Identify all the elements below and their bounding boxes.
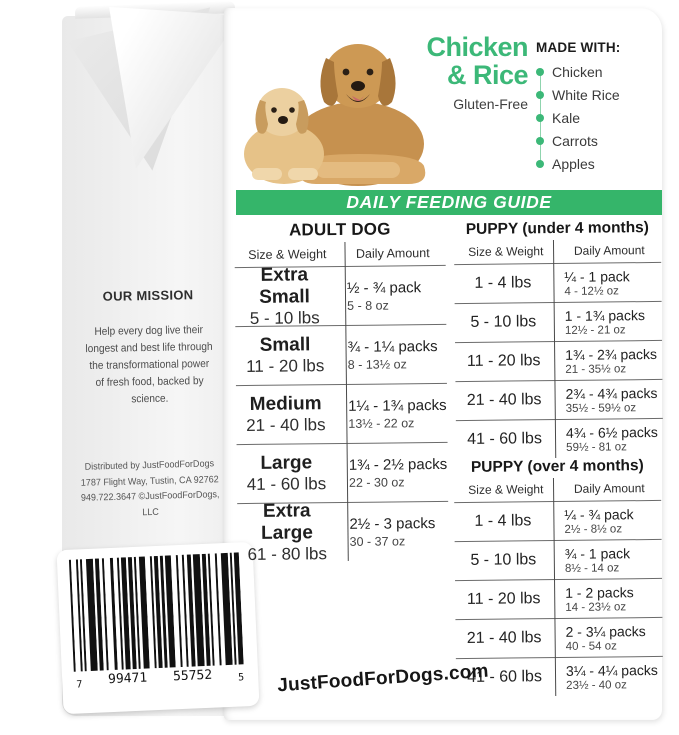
oz-amount: 2½ - 8½ oz [564,522,623,536]
packs-amount: ¾ - 1¼ packs [347,337,438,356]
banner-title: DAILY FEEDING GUIDE [346,192,552,212]
column-header-amount: Daily Amount [573,481,645,496]
weight-range: 11 - 20 lbs [466,590,541,608]
size-label: Medium [249,393,322,415]
bullet-dot-icon [536,91,544,99]
packs-amount: ¼ - ¾ pack [564,505,634,523]
ingredient-label: White Rice [552,87,620,103]
packs-amount: 1¾ - 2¾ packs [565,345,658,363]
list-item [552,133,664,149]
weight-range: 11 - 20 lbs [246,355,325,376]
barcode-group1: 99471 [107,670,148,688]
list-item [552,64,664,80]
weight-range: 61 - 80 lbs [247,543,327,564]
ingredient-label: Carrots [552,133,598,149]
table-header-row [454,239,661,264]
table-row [454,262,661,303]
barcode-group2: 55752 [172,667,213,685]
oz-amount: 5 - 8 oz [347,298,389,313]
weight-range: 1 - 4 lbs [474,512,532,530]
upc-barcode [57,542,260,714]
made-with-heading: MADE WITH: [536,40,621,55]
mission-heading: OUR MISSION [102,287,194,304]
table-row [455,539,662,580]
barcode-digit-first: 7 [76,679,83,691]
packs-amount: ½ - ¾ pack [346,278,422,297]
table-row [455,617,662,658]
table-row [237,501,449,562]
table-row [235,324,447,385]
distributor-line2: 1787 Flight Way, Tustin, CA 92762 [80,473,219,489]
list-item [552,87,664,103]
oz-amount: 8 - 13½ oz [347,356,407,372]
mission-body: Help every dog live their longest and best life through the transformational power of fresh food, backed by science. [85,324,213,406]
barcode-bars [69,552,246,671]
weight-range: 1 - 4 lbs [474,274,532,292]
made-with-list [536,64,664,172]
weight-range: 21 - 40 lbs [466,629,542,647]
puppy-illustration [244,88,324,184]
size-label: Extra Small [259,264,310,308]
mission-block [77,287,221,410]
oz-amount: 30 - 37 oz [349,533,406,549]
packs-amount: ¾ - 1 pack [564,544,631,562]
table-row [236,383,448,444]
oz-amount: 40 - 54 oz [565,639,617,653]
packs-amount: 2 - 3¼ packs [565,622,646,640]
table-header-row [454,477,661,502]
table-title: PUPPY (over 4 months) [470,457,644,476]
bullet-dot-icon [536,137,544,145]
packs-amount: 1 - 2 packs [565,583,634,601]
flavor-name-line2: & Rice [446,59,528,90]
weight-range: 21 - 40 lbs [466,391,542,409]
table-row [455,578,662,619]
packs-amount: 2½ - 3 packs [349,514,436,533]
table-row [456,418,663,459]
table-row [237,442,449,503]
packs-amount: 1¾ - 2½ packs [348,455,448,474]
packs-amount: 1 - 1¾ packs [564,306,645,324]
weight-range: 41 - 60 lbs [246,473,327,494]
weight-range: 5 - 10 lbs [470,313,537,331]
table-row [235,265,447,326]
weight-range: 11 - 20 lbs [466,352,541,370]
barcode-digit-last: 5 [237,672,245,684]
oz-amount: 13½ - 22 oz [348,415,415,431]
packs-amount: 1¼ - 1¾ packs [348,396,447,415]
column-header-size: Size & Weight [468,244,544,259]
bullet-dot-icon [536,160,544,168]
flavor-name-line1: Chicken [426,32,528,62]
table-title: ADULT DOG [288,219,391,240]
size-label: Small [259,334,311,356]
list-item [552,110,664,126]
oz-amount: 8½ - 14 oz [564,561,620,575]
gluten-free-label: Gluten-Free [453,96,528,113]
packs-amount: 3¼ - 4¼ packs [565,661,658,679]
table-title: PUPPY (under 4 months) [465,219,650,238]
distributor-block [73,456,227,523]
oz-amount: 14 - 23½ oz [565,600,627,614]
bullet-dot-icon [536,68,544,76]
distributor-line3: 949.722.3647 ©JustFoodForDogs, LLC [80,489,220,519]
column-header-size: Size & Weight [248,247,327,262]
size-label: Large [260,452,313,474]
weight-range: 5 - 10 lbs [249,307,320,328]
golden-retrievers-photo [238,16,442,192]
brand-website: JustFoodForDogs.com [276,660,490,697]
distributor-line1: Distributed by JustFoodForDogs [84,458,215,473]
oz-amount: 22 - 30 oz [348,474,405,490]
made-with-block [536,40,664,179]
table-row [455,340,662,381]
oz-amount: 4 - 12½ oz [564,284,619,298]
table-row [455,379,662,420]
packs-amount: 2¾ - 4¾ packs [565,384,658,402]
ingredient-label: Apples [552,156,595,172]
column-header-size: Size & Weight [468,482,544,497]
bullet-dot-icon [536,114,544,122]
ingredient-label: Kale [552,110,581,126]
list-item [552,156,664,172]
oz-amount: 59½ - 81 oz [566,440,627,454]
size-label: Extra Large [261,500,313,544]
adult-dog-table [234,219,449,562]
oz-amount: 21 - 35½ oz [565,362,627,376]
packs-amount: 4¾ - 6½ packs [565,423,658,441]
daily-feeding-guide-banner [236,190,662,215]
weight-range: 41 - 60 lbs [467,668,542,686]
table-header-row [234,242,445,267]
packs-amount: ¼ - 1 pack [564,267,630,285]
column-header-amount: Daily Amount [355,246,430,261]
oz-amount: 35½ - 59½ oz [565,401,637,415]
oz-amount: 23½ - 40 oz [566,678,627,692]
ingredient-label: Chicken [552,64,603,80]
flavor-title-block [426,34,528,112]
table-row [455,301,662,342]
puppy-under-4-months-table [454,219,663,459]
weight-range: 41 - 60 lbs [467,430,542,448]
oz-amount: 12½ - 21 oz [564,323,626,337]
weight-range: 21 - 40 lbs [246,414,326,435]
weight-range: 5 - 10 lbs [470,551,537,569]
column-header-amount: Daily Amount [573,243,645,258]
table-row [454,500,661,541]
